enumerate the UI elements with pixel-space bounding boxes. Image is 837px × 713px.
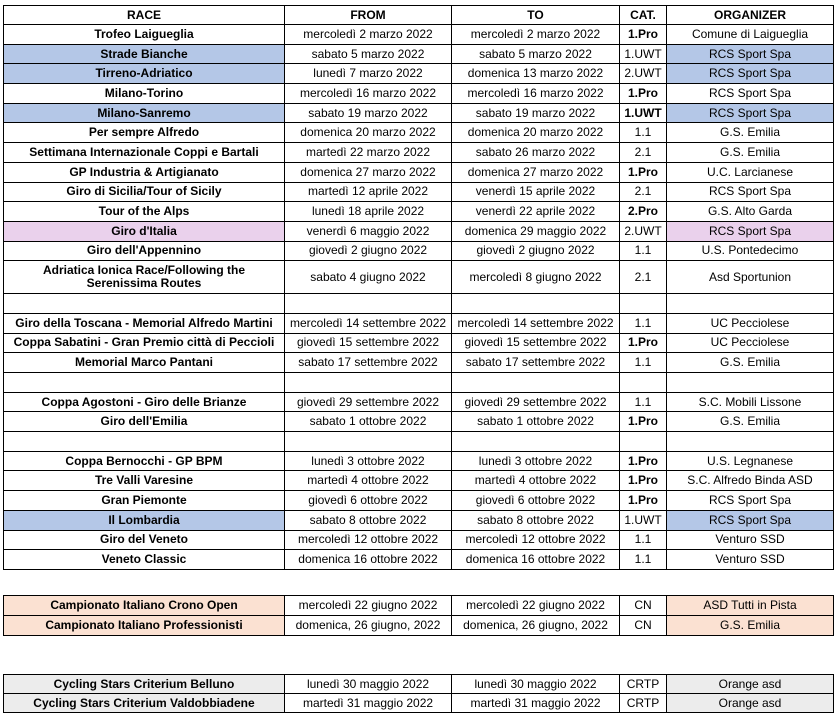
cat-cell: CRTP — [620, 675, 667, 694]
table-row — [4, 162, 834, 182]
organizer-cell — [667, 432, 834, 452]
from-cell: martedì 22 marzo 2022 — [285, 143, 452, 163]
table-row — [4, 353, 834, 373]
race-cell: Giro del Veneto — [4, 530, 285, 550]
cat-cell: 1.Pro — [620, 25, 667, 45]
cat-cell: 1.1 — [620, 550, 667, 570]
race-cell: Campionato Italiano Crono Open — [4, 596, 285, 616]
from-cell: giovedì 2 giugno 2022 — [285, 241, 452, 261]
race-calendar-table — [3, 5, 834, 570]
organizer-cell: ASD Tutti in Pista — [667, 596, 834, 616]
organizer-cell: RCS Sport Spa — [667, 491, 834, 511]
to-cell: domenica, 26 giugno, 2022 — [452, 616, 620, 636]
from-cell: lunedì 30 maggio 2022 — [285, 675, 452, 694]
organizer-cell: RCS Sport Spa — [667, 84, 834, 104]
header-from: FROM — [285, 6, 452, 25]
cat-cell — [620, 294, 667, 314]
cat-cell: 1.Pro — [620, 84, 667, 104]
organizer-cell: RCS Sport Spa — [667, 64, 834, 84]
cat-cell: 1.Pro — [620, 451, 667, 471]
table-row — [4, 412, 834, 432]
table-row — [4, 333, 834, 353]
cat-cell: 1.Pro — [620, 162, 667, 182]
cat-cell: 2.UWT — [620, 221, 667, 241]
to-cell: sabato 1 ottobre 2022 — [452, 412, 620, 432]
organizer-cell: G.S. Emilia — [667, 616, 834, 636]
to-cell: domenica 20 marzo 2022 — [452, 123, 620, 143]
race-cell — [4, 373, 285, 393]
from-cell: domenica, 26 giugno, 2022 — [285, 616, 452, 636]
to-cell: giovedì 15 settembre 2022 — [452, 333, 620, 353]
cat-cell: 1.1 — [620, 353, 667, 373]
from-cell — [285, 294, 452, 314]
table-row — [4, 143, 834, 163]
race-cell: Settimana Internazionale Coppi e Bartali — [4, 143, 285, 163]
organizer-cell: RCS Sport Spa — [667, 182, 834, 202]
from-cell: venerdì 6 maggio 2022 — [285, 221, 452, 241]
cat-cell: 1.1 — [620, 530, 667, 550]
to-cell: mercoledì 14 settembre 2022 — [452, 313, 620, 333]
table-row — [4, 261, 834, 294]
cat-cell: CN — [620, 596, 667, 616]
table-row — [4, 123, 834, 143]
from-cell: giovedì 15 settembre 2022 — [285, 333, 452, 353]
race-cell: Tirreno-Adriatico — [4, 64, 285, 84]
race-cell: Tre Valli Varesine — [4, 471, 285, 491]
table-row — [4, 313, 834, 333]
table-row — [4, 491, 834, 511]
cat-cell: CN — [620, 616, 667, 636]
to-cell: mercoledì 16 marzo 2022 — [452, 84, 620, 104]
organizer-cell: RCS Sport Spa — [667, 103, 834, 123]
organizer-cell: Venturo SSD — [667, 530, 834, 550]
table-row — [4, 596, 834, 616]
table-row — [4, 392, 834, 412]
from-cell: sabato 5 marzo 2022 — [285, 44, 452, 64]
organizer-cell: G.S. Emilia — [667, 143, 834, 163]
race-cell: Trofeo Laigueglia — [4, 25, 285, 45]
from-cell: lunedì 3 ottobre 2022 — [285, 451, 452, 471]
header-to: TO — [452, 6, 620, 25]
cat-cell: CRTP — [620, 694, 667, 713]
table-row — [4, 64, 834, 84]
table-row — [4, 373, 834, 393]
to-cell: sabato 17 settembre 2022 — [452, 353, 620, 373]
from-cell: domenica 20 marzo 2022 — [285, 123, 452, 143]
to-cell: domenica 29 maggio 2022 — [452, 221, 620, 241]
race-cell: Tour of the Alps — [4, 202, 285, 222]
from-cell: sabato 8 ottobre 2022 — [285, 510, 452, 530]
cat-cell: 1.Pro — [620, 471, 667, 491]
cat-cell: 1.Pro — [620, 491, 667, 511]
table-row — [4, 202, 834, 222]
table-row — [4, 530, 834, 550]
organizer-cell: U.S. Legnanese — [667, 451, 834, 471]
to-cell: martedì 4 ottobre 2022 — [452, 471, 620, 491]
organizer-cell: U.S. Pontedecimo — [667, 241, 834, 261]
table-row — [4, 221, 834, 241]
organizer-cell: U.C. Larcianese — [667, 162, 834, 182]
table-row — [4, 182, 834, 202]
from-cell — [285, 373, 452, 393]
from-cell: giovedì 29 settembre 2022 — [285, 392, 452, 412]
from-cell: mercoledì 12 ottobre 2022 — [285, 530, 452, 550]
race-cell: Giro della Toscana - Memorial Alfredo Martini — [4, 313, 285, 333]
cat-cell: 1.Pro — [620, 333, 667, 353]
race-cell: Giro dell'Emilia — [4, 412, 285, 432]
from-cell: martedì 31 maggio 2022 — [285, 694, 452, 713]
table-row — [4, 510, 834, 530]
header-row — [4, 6, 834, 25]
criterium-table — [3, 674, 834, 713]
table-row — [4, 451, 834, 471]
organizer-cell: Venturo SSD — [667, 550, 834, 570]
to-cell: domenica 27 marzo 2022 — [452, 162, 620, 182]
to-cell: mercoledì 2 marzo 2022 — [452, 25, 620, 45]
table-row — [4, 241, 834, 261]
cat-cell: 1.UWT — [620, 510, 667, 530]
race-cell: Il Lombardia — [4, 510, 285, 530]
to-cell: mercoledì 8 giugno 2022 — [452, 261, 620, 294]
to-cell: venerdì 22 aprile 2022 — [452, 202, 620, 222]
table-row — [4, 471, 834, 491]
to-cell: mercoledì 22 giugno 2022 — [452, 596, 620, 616]
race-cell — [4, 294, 285, 314]
to-cell: sabato 8 ottobre 2022 — [452, 510, 620, 530]
organizer-cell: Orange asd — [667, 675, 834, 694]
from-cell: martedì 4 ottobre 2022 — [285, 471, 452, 491]
table-row — [4, 616, 834, 636]
from-cell — [285, 432, 452, 452]
header-race: RACE — [4, 6, 285, 25]
organizer-cell: G.S. Alto Garda — [667, 202, 834, 222]
table-row — [4, 103, 834, 123]
race-cell: Campionato Italiano Professionisti — [4, 616, 285, 636]
italian-championships-table — [3, 595, 834, 636]
to-cell: giovedì 2 giugno 2022 — [452, 241, 620, 261]
cat-cell: 2.1 — [620, 261, 667, 294]
to-cell: mercoledì 12 ottobre 2022 — [452, 530, 620, 550]
from-cell: mercoledì 16 marzo 2022 — [285, 84, 452, 104]
to-cell: giovedì 29 settembre 2022 — [452, 392, 620, 412]
to-cell: giovedì 6 ottobre 2022 — [452, 491, 620, 511]
race-cell: Milano-Sanremo — [4, 103, 285, 123]
cat-cell: 1.1 — [620, 123, 667, 143]
to-cell — [452, 373, 620, 393]
cat-cell: 1.Pro — [620, 412, 667, 432]
to-cell — [452, 432, 620, 452]
to-cell: lunedì 30 maggio 2022 — [452, 675, 620, 694]
from-cell: martedì 12 aprile 2022 — [285, 182, 452, 202]
table-row — [4, 44, 834, 64]
table-row — [4, 432, 834, 452]
race-cell: Coppa Bernocchi - GP BPM — [4, 451, 285, 471]
to-cell: martedì 31 maggio 2022 — [452, 694, 620, 713]
cat-cell: 1.1 — [620, 241, 667, 261]
from-cell: sabato 4 giugno 2022 — [285, 261, 452, 294]
from-cell: giovedì 6 ottobre 2022 — [285, 491, 452, 511]
organizer-cell: RCS Sport Spa — [667, 221, 834, 241]
table-row — [4, 294, 834, 314]
organizer-cell: UC Pecciolese — [667, 333, 834, 353]
organizer-cell: RCS Sport Spa — [667, 510, 834, 530]
cat-cell: 2.1 — [620, 143, 667, 163]
race-cell: Strade Bianche — [4, 44, 285, 64]
organizer-cell: Comune di Laigueglia — [667, 25, 834, 45]
cat-cell: 1.1 — [620, 392, 667, 412]
to-cell: domenica 16 ottobre 2022 — [452, 550, 620, 570]
from-cell: mercoledì 2 marzo 2022 — [285, 25, 452, 45]
cat-cell — [620, 373, 667, 393]
organizer-cell — [667, 294, 834, 314]
to-cell — [452, 294, 620, 314]
from-cell: lunedì 18 aprile 2022 — [285, 202, 452, 222]
from-cell: domenica 16 ottobre 2022 — [285, 550, 452, 570]
organizer-cell: Orange asd — [667, 694, 834, 713]
race-cell: Cycling Stars Criterium Valdobbiadene — [4, 694, 285, 713]
organizer-cell: S.C. Mobili Lissone — [667, 392, 834, 412]
race-cell: Giro dell'Appennino — [4, 241, 285, 261]
to-cell: sabato 26 marzo 2022 — [452, 143, 620, 163]
organizer-cell: G.S. Emilia — [667, 353, 834, 373]
to-cell: domenica 13 marzo 2022 — [452, 64, 620, 84]
from-cell: lunedì 7 marzo 2022 — [285, 64, 452, 84]
organizer-cell: G.S. Emilia — [667, 123, 834, 143]
cat-cell: 2.UWT — [620, 64, 667, 84]
cat-cell — [620, 432, 667, 452]
race-cell: Memorial Marco Pantani — [4, 353, 285, 373]
race-cell: Coppa Sabatini - Gran Premio città di Peccioli — [4, 333, 285, 353]
organizer-cell: UC Pecciolese — [667, 313, 834, 333]
race-cell — [4, 432, 285, 452]
table-row — [4, 675, 834, 694]
cat-cell: 2.Pro — [620, 202, 667, 222]
cat-cell: 1.UWT — [620, 103, 667, 123]
race-cell: Gran Piemonte — [4, 491, 285, 511]
cat-cell: 1.UWT — [620, 44, 667, 64]
from-cell: sabato 1 ottobre 2022 — [285, 412, 452, 432]
race-cell: GP Industria & Artigianato — [4, 162, 285, 182]
organizer-cell: Asd Sportunion — [667, 261, 834, 294]
organizer-cell: G.S. Emilia — [667, 412, 834, 432]
organizer-cell — [667, 373, 834, 393]
organizer-cell: RCS Sport Spa — [667, 44, 834, 64]
race-cell: Milano-Torino — [4, 84, 285, 104]
from-cell: mercoledì 14 settembre 2022 — [285, 313, 452, 333]
cat-cell: 2.1 — [620, 182, 667, 202]
race-cell: Adriatica Ionica Race/Following the Serenissima Routes — [4, 261, 285, 294]
from-cell: sabato 19 marzo 2022 — [285, 103, 452, 123]
race-cell: Coppa Agostoni - Giro delle Brianze — [4, 392, 285, 412]
table-row — [4, 550, 834, 570]
to-cell: sabato 19 marzo 2022 — [452, 103, 620, 123]
to-cell: sabato 5 marzo 2022 — [452, 44, 620, 64]
header-organizer: ORGANIZER — [667, 6, 834, 25]
to-cell: lunedì 3 ottobre 2022 — [452, 451, 620, 471]
cat-cell: 1.1 — [620, 313, 667, 333]
header-cat: CAT. — [620, 6, 667, 25]
to-cell: venerdì 15 aprile 2022 — [452, 182, 620, 202]
organizer-cell: S.C. Alfredo Binda ASD — [667, 471, 834, 491]
from-cell: sabato 17 settembre 2022 — [285, 353, 452, 373]
race-cell: Veneto Classic — [4, 550, 285, 570]
race-cell: Cycling Stars Criterium Belluno — [4, 675, 285, 694]
race-cell: Per sempre Alfredo — [4, 123, 285, 143]
table-row — [4, 694, 834, 713]
from-cell: domenica 27 marzo 2022 — [285, 162, 452, 182]
from-cell: mercoledì 22 giugno 2022 — [285, 596, 452, 616]
race-cell: Giro di Sicilia/Tour of Sicily — [4, 182, 285, 202]
table-row — [4, 84, 834, 104]
table-row — [4, 25, 834, 45]
race-cell: Giro d'Italia — [4, 221, 285, 241]
